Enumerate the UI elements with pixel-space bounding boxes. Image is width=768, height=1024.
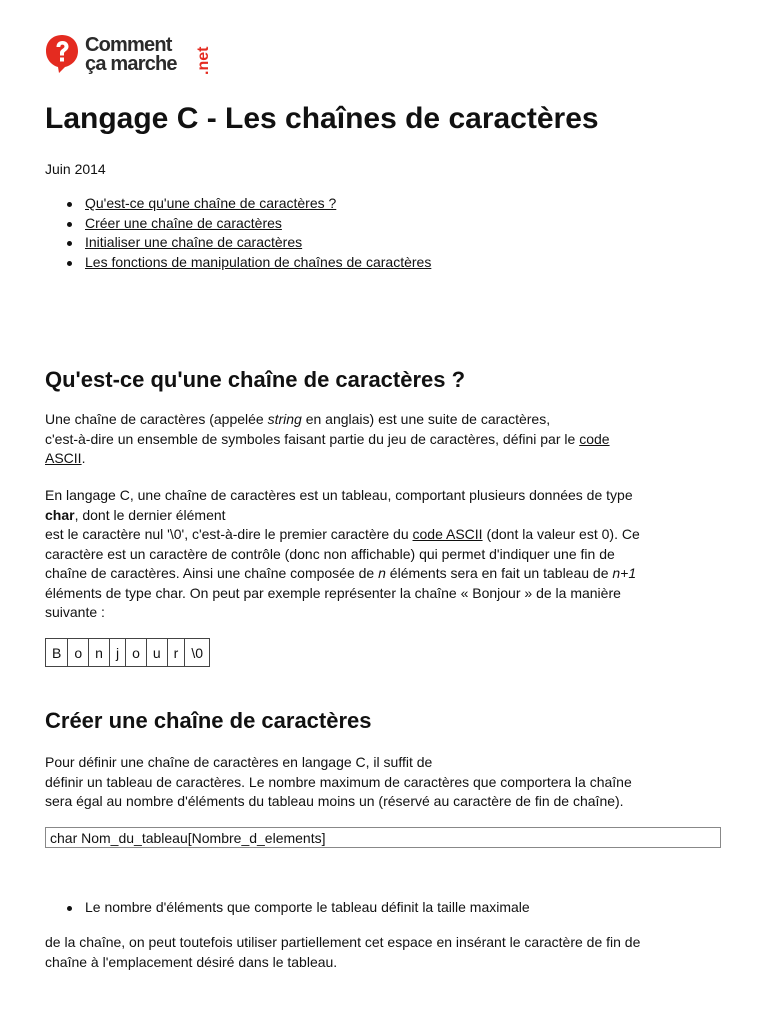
bonjour-char-table [45, 638, 210, 667]
page-title: Langage C - Les chaînes de caractères [45, 102, 599, 135]
link-code-ascii-2[interactable]: code ASCII [412, 526, 483, 542]
char-cell: B [46, 639, 68, 667]
toc-link-definition[interactable]: Qu'est-ce qu'une chaîne de caractères ? [85, 195, 337, 211]
code-block: char Nom_du_tableau[Nombre_d_elements] [45, 827, 721, 848]
toc-link-create[interactable]: Créer une chaîne de caractères [85, 214, 282, 231]
logo-word-camarche: ça marche [85, 53, 177, 75]
char-cell: o [68, 639, 89, 667]
toc-item [45, 214, 431, 234]
toc-link-initialize[interactable]: Initialiser une chaîne de caractères [85, 234, 303, 250]
char-cell: r [167, 639, 185, 667]
toc-item [45, 194, 431, 214]
paragraph-partial-use: de la chaîne, on peut toutefois utiliser partiellement cet espace en insérant le caractère de fin de chaîne à l'emplacement désiré dans le tableau. [45, 934, 641, 970]
paragraph-create: Pour définir une chaîne de caractères en langage C, il suffit de définir un tableau de caractères. Le nombre maximum de caractères que comportera la chaîne sera égal au nombre d'éléments du tableau moins un (réservé au caractère de fin de chaîne). [45, 754, 632, 809]
link-ascii[interactable]: ASCII [45, 450, 82, 466]
logo-tld: .net [195, 46, 212, 75]
char-cell: n [89, 639, 110, 667]
paragraph-c-strings: En langage C, une chaîne de caractères est un tableau, comportant plusieurs données de type char, dont le dernier élément est le caractère nul '\0', c'est-à-dire le premier caractère du code ASCII (dont la valeur est 0). Ce caractère est un caractère de contrôle (donc non affichable) qui permet d'indiquer une fin de chaîne de caractères. Ainsi une chaîne composée de n éléments sera en fait un tableau de n+1 éléments de type char. On peut par exemple représenter la chaîne « Bonjour » de la manière suivante : [45, 487, 640, 620]
section-heading-definition: Qu'est-ce qu'une chaîne de caractères ? [45, 367, 466, 392]
site-logo[interactable] [45, 31, 265, 77]
char-cell: j [109, 639, 125, 667]
question-bubble-icon [45, 34, 79, 74]
toc-item [45, 233, 431, 253]
toc-item [45, 253, 431, 273]
logo-word-comment: Comment [85, 34, 172, 56]
publish-date: Juin 2014 [45, 161, 106, 177]
link-code-ascii[interactable]: code [579, 430, 610, 447]
bullet-max-size: Le nombre d'éléments que comporte le tableau définit la taille maximale [45, 898, 530, 918]
char-cell: o [126, 639, 147, 667]
char-cell: \0 [185, 639, 210, 667]
paragraph-definition: Une chaîne de caractères (appelée string en anglais) est une suite de caractères, c'est-à-dire un ensemble de symboles faisant partie du jeu de caractères, défini par le code ASCII. [45, 411, 610, 466]
section-heading-create: Créer une chaîne de caractères [45, 708, 372, 733]
char-cell: u [146, 639, 167, 667]
toc-link-functions[interactable]: Les fonctions de manipulation de chaînes de caractères [85, 253, 432, 270]
table-of-contents [45, 194, 431, 272]
